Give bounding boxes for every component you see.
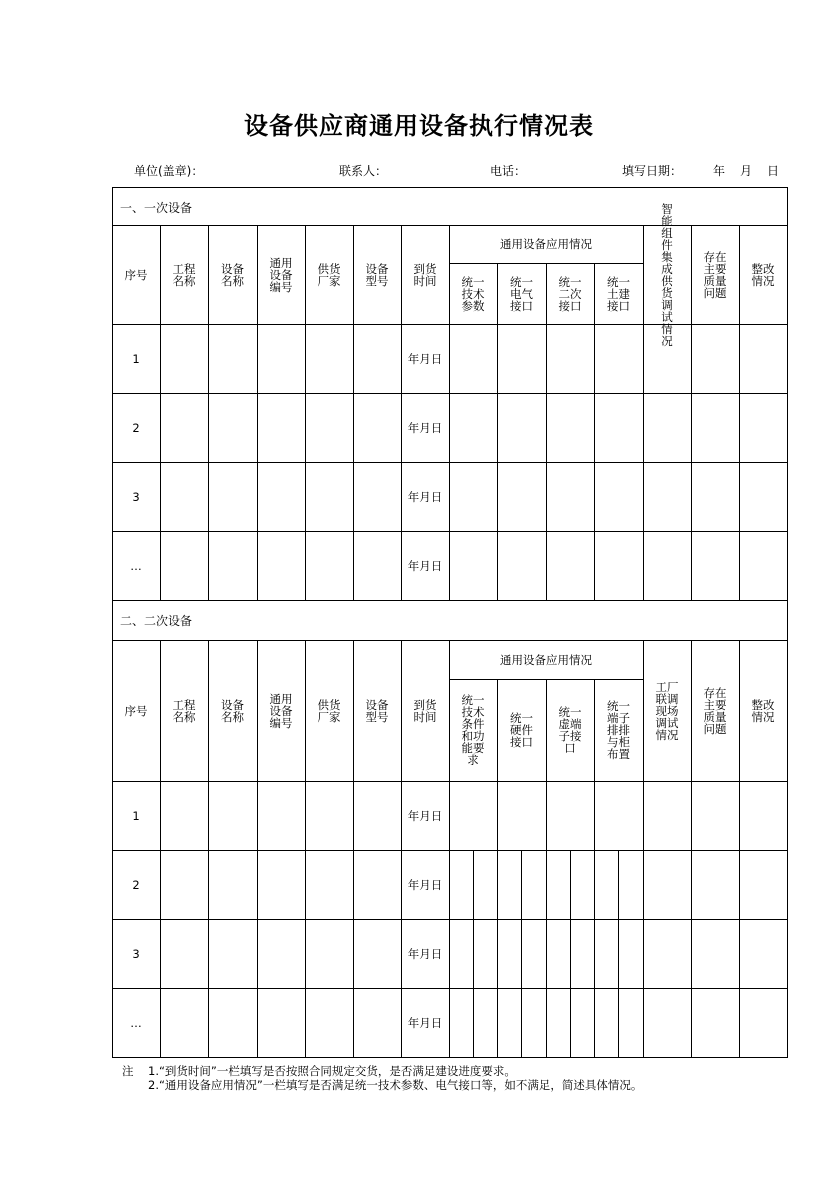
s1-header-smart-cell[interactable] [643,201,691,348]
s1-header-smart: 智能组件集成供货调试情况 [661,201,673,348]
s2-header-arrival-cell[interactable] [401,640,449,781]
s1-header-project: 工程名称 [172,261,196,288]
s1-header-equip-name: 设备名称 [221,261,244,288]
s2-row-arrival: 年月日 [407,1015,443,1030]
s2-row-seq: 3 [132,946,140,961]
s2-header-model: 设备型号 [365,697,389,724]
s1-row-seq-cell[interactable] [112,531,160,600]
s2-header-general-code-cell[interactable] [257,640,305,781]
s1-row-seq-cell[interactable] [112,462,160,531]
note-line-2: 2.“通用设备应用情况”一栏填写是否满足统一技术参数、电气接口等，如不满足，简述具体情况。 [148,1078,643,1092]
s1-header-issues-cell[interactable] [691,225,739,324]
s2-header-factory-cell[interactable] [643,640,691,781]
s2-row-seq-cell[interactable] [112,781,160,850]
s2-row-seq-cell[interactable] [112,919,160,988]
s2-header-factory: 工厂联调现场调试情况 [655,679,679,742]
s1-row-seq-cell[interactable] [112,393,160,462]
s2-header-project: 工程名称 [172,697,196,724]
date-year: 年 [713,164,726,178]
s2-header-issues: 存在主要质量问题 [703,685,727,736]
s2-row-seq: … [130,1015,142,1030]
s1-row-arrival-cell[interactable] [401,531,449,600]
s1-header-arrival: 到货时间 [413,261,437,288]
s2-header-general-code: 通用设备编号 [269,691,293,730]
phone-label: 电话： [490,164,527,178]
s2-header-equip-name-cell[interactable] [208,640,257,781]
s1-header-group-cell[interactable] [449,225,643,263]
s2-header-sub1: 统一技术条件和功能要求 [461,693,485,767]
s2-row-arrival-cell[interactable] [401,988,449,1057]
s1-header-sub1: 统一技术参数 [461,274,485,313]
section-1-heading: 一、一次设备 [120,201,193,215]
table-rule-v [473,850,474,1057]
date-month: 月 [740,164,753,178]
s2-row-arrival: 年月日 [407,946,443,961]
s2-header-rectify-cell[interactable] [739,640,787,781]
s2-header-project-cell[interactable] [160,640,208,781]
s1-header-sub4: 统一土建接口 [607,274,630,313]
s2-row-arrival-cell[interactable] [401,781,449,850]
s2-header-sub3: 统一虚端子接口 [558,705,582,755]
s2-row-arrival: 年月日 [407,877,443,892]
s2-row-seq-cell[interactable] [112,850,160,919]
s1-row-arrival-cell[interactable] [401,462,449,531]
s2-row-seq-cell[interactable] [112,988,160,1057]
date-label: 填写日期： [622,164,683,178]
s1-header-supplier-cell[interactable] [305,225,353,324]
s1-row-seq: 1 [132,351,140,366]
s1-row-seq-cell[interactable] [112,324,160,393]
s1-header-sub3: 统一二次接口 [558,274,582,313]
s1-row-arrival: 年月日 [407,489,443,504]
s1-header-model-cell[interactable] [353,225,401,324]
s1-row-arrival: 年月日 [407,558,443,573]
s2-row-arrival-cell[interactable] [401,919,449,988]
s1-header-sub2-cell[interactable] [497,263,546,324]
s1-header-seq-cell[interactable] [112,225,160,324]
s2-header-sub4-cell[interactable] [594,679,643,781]
s2-header-equip-name: 设备名称 [221,697,244,724]
s2-row-arrival: 年月日 [407,808,443,823]
s2-header-issues-cell[interactable] [691,640,739,781]
s2-header-group: 通用设备应用情况 [500,652,592,667]
s2-header-sub3-cell[interactable] [546,679,594,781]
s1-header-supplier: 供货厂家 [317,261,341,288]
s1-header-group: 通用设备应用情况 [500,237,592,251]
s2-header-supplier: 供货厂家 [317,697,341,724]
s1-header-sub4-cell[interactable] [594,263,643,324]
page-title: 设备供应商通用设备执行情况表 [244,112,594,140]
s1-row-seq: … [130,558,142,573]
s1-header-sub3-cell[interactable] [546,263,594,324]
s1-header-project-cell[interactable] [160,225,208,324]
s1-header-sub2: 统一电气接口 [510,274,533,313]
s2-header-supplier-cell[interactable] [305,640,353,781]
s1-row-arrival: 年月日 [407,351,443,366]
s2-header-arrival: 到货时间 [413,697,437,724]
s2-row-seq: 1 [132,808,140,823]
s2-header-seq: 序号 [124,703,148,718]
unit-label: 单位(盖章)： [134,164,204,178]
s2-header-sub2: 统一硬件接口 [510,711,533,749]
s1-header-arrival-cell[interactable] [401,225,449,324]
s2-row-arrival-cell[interactable] [401,850,449,919]
s2-header-sub4: 统一端子排排与柜布置 [607,699,630,761]
s1-row-arrival-cell[interactable] [401,324,449,393]
section-2-heading: 二、二次设备 [120,614,193,628]
s1-header-general-code: 通用设备编号 [269,255,293,294]
s1-row-seq: 2 [132,420,140,435]
date-day: 日 [767,164,780,178]
table-rule-h [112,600,787,601]
s1-row-seq: 3 [132,489,140,504]
s1-row-arrival: 年月日 [407,420,443,435]
s1-header-seq: 序号 [124,267,148,282]
s1-header-model: 设备型号 [365,261,389,288]
table-rule-v [521,850,522,1057]
s2-header-model-cell[interactable] [353,640,401,781]
s1-row-arrival-cell[interactable] [401,393,449,462]
table-rule-h [112,187,787,188]
s1-header-rectify: 整改情况 [751,261,775,288]
s1-header-general-code-cell[interactable] [257,225,305,324]
s2-header-seq-cell[interactable] [112,640,160,781]
s2-header-rectify: 整改情况 [751,697,775,724]
s2-header-group-cell[interactable] [449,640,643,679]
s2-header-sub1-cell[interactable] [449,679,497,781]
s1-header-equip-name-cell[interactable] [208,225,257,324]
note-line-1: 1.“到货时间”一栏填写是否按照合同规定交货，是否满足建设进度要求。 [148,1064,516,1078]
s1-header-sub1-cell[interactable] [449,263,497,324]
s1-header-issues: 存在主要质量问题 [703,249,727,300]
table-rule-v [570,850,571,1057]
s2-header-sub2-cell[interactable] [497,679,546,781]
notes-label: 注 [122,1064,134,1078]
s1-header-rectify-cell[interactable] [739,225,787,324]
s2-row-seq: 2 [132,877,140,892]
table-rule-v [618,850,619,1057]
contact-label: 联系人： [339,164,388,178]
